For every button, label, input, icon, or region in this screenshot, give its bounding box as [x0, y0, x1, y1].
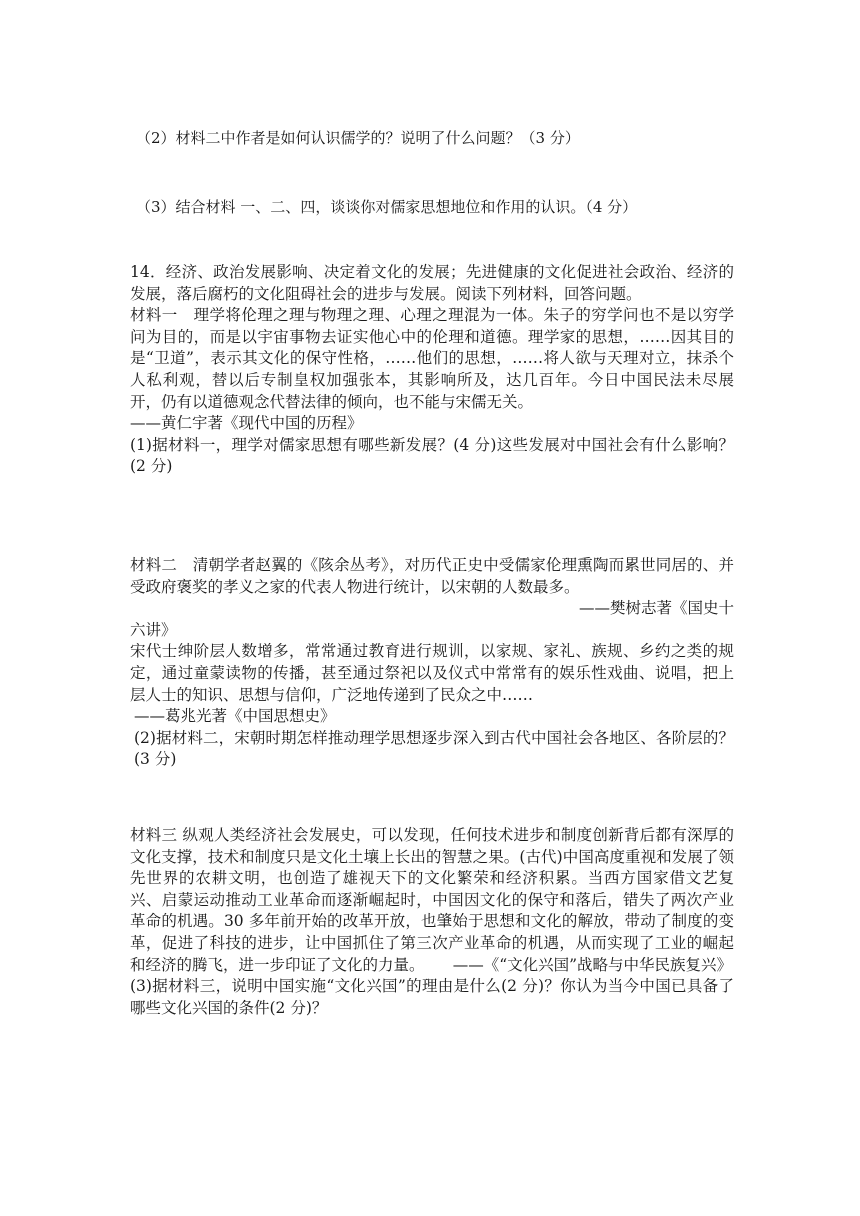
material-2-source-a-cont: 六讲》 [130, 620, 177, 639]
question-14-intro: 14．经济、政治发展影响、决定着文化的发展；先进健康的文化促进社会政治、经济的发展，落后腐朽的文化阻碍社会的进步与发展。阅读下列材料，回答问题。 [130, 263, 734, 303]
material-2-source-b: ——葛兆光著《中国思想史》 [134, 707, 336, 726]
material-3-text: 材料三 纵观人类经济社会发展史，可以发现，任何技术进步和制度创新背后都有深厚的文化支撑，技术和制度只是文化土壤上长出的智慧之果。(古代)中国高度重视和发展了领先世界的农耕文明，也创造了雄视天下的文化繁荣和经济积累。当西方国家借文艺复兴、启蒙运动推动工业革命而逐渐崛起时，中国因文化的保守和落后，错失了两次产业革命的机遇。30 多年前开始的改革开放，也肇始于思想和文化的解放，带动了制度的变革，促进了科技的进步，让中国抓住了第三次产业革命的机遇，从而实现了工业的崛起和经济的腾飞，进一步印证了文化的力量。 ——《“文化兴国”战略与中华民族复兴》 [130, 826, 734, 974]
material-1-text: 材料一 理学将伦理之理与物理之理、心理之理混为一体。朱子的穷学问也不是以穷学问为目的，而是以宇宙事物去证实他心中的伦理和道德。理学家的思想，……因其目的是“卫道”，表示其文化的保守性格，……他们的思想，……将人欲与天理对立，抹杀个人私利观，替以后专制皇权加强张本，其影响所及，达几百年。今日中国民法未尽展开，仍有以道德观念代替法律的倾向，也不能与宋儒无关。 [130, 306, 734, 411]
sub-question-1: (1)据材料一，理学对儒家思想有哪些新发展？(4 分)这些发展对中国社会有什么影响？(2 分) [130, 435, 734, 476]
question-14-block [130, 262, 734, 478]
sub-question-3: (3)据材料三，说明中国实施“文化兴国”的理由是什么(2 分)？你认为当今中国已具备了哪些文化兴国的条件(2 分)？ [130, 977, 734, 1017]
question-3: （3）结合材料 一、二、四，谈谈你对儒家思想地位和作用的认识。（4 分） [136, 198, 638, 216]
sub-question-2: (2)据材料二，宋朝时期怎样推动理学思想逐步深入到古代中国社会各地区、各阶层的？(3 分) [134, 728, 734, 769]
material-2-source-a: ——樊树志著《国史十 [578, 599, 734, 618]
material-2-text-a: 材料二 清朝学者赵翼的《陔余丛考》，对历代正史中受儒家伦理熏陶而累世同居的、并受政府褒奖的孝义之家的代表人物进行统计，以宋朝的人数最多。 [130, 556, 734, 596]
material-1-source: ——黄仁宇著《现代中国的历程》 [130, 414, 363, 433]
material-2-text-b: 宋代士绅阶层人数增多，常常通过教育进行规训，以家规、家礼、族规、乡约之类的规定，通过童蒙读物的传播，甚至通过祭祀以及仪式中常常有的娱乐性戏曲、说唱，把上层人士的知识、思想与信仰，广泛地传递到了民众之中…… [130, 642, 734, 704]
question-2: （2）材料二中作者是如何认识儒学的？说明了什么问题？（3 分） [136, 129, 580, 147]
material-3-source: ——《“文化兴国”战略与中华民族复兴》 [452, 955, 733, 974]
material-3-block [130, 825, 734, 1019]
material-2-block [130, 555, 734, 771]
